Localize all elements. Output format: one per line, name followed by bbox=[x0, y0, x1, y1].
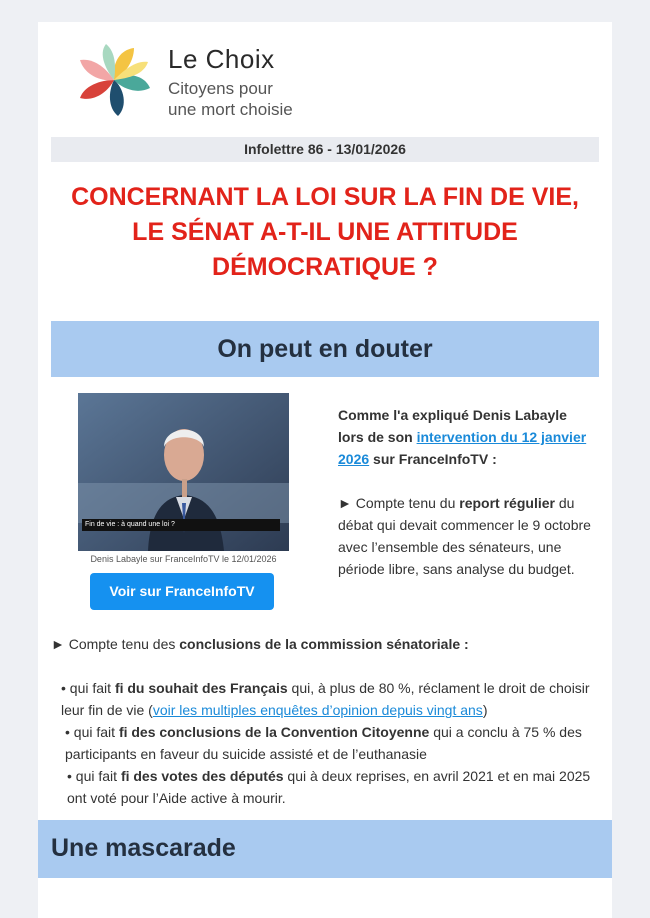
list-item-2-text: qui a conclu à 75 % des participants en faveur du suicide assisté et de l’euthanasie bbox=[65, 724, 582, 762]
list-item-3-bullet: • qui fait bbox=[67, 768, 121, 784]
brand-name: Le Choix bbox=[168, 44, 275, 74]
brand-tagline-line-1: Citoyens pour bbox=[168, 79, 273, 98]
list-item bbox=[51, 721, 599, 765]
body-p1-bold: conclusions de la commission sénatoriale : bbox=[179, 636, 469, 652]
body-paragraph-1 bbox=[51, 633, 599, 655]
intro-p2-bold: report régulier bbox=[459, 495, 555, 511]
pinwheel-logo-icon bbox=[70, 42, 158, 118]
section-title-1: On peut en douter bbox=[217, 335, 433, 363]
list-item-3-bold: fi des votes des députés bbox=[120, 768, 284, 784]
brand-tagline bbox=[168, 78, 293, 120]
list-item-1-close: ) bbox=[482, 702, 488, 718]
video-overlay-text: Fin de vie : à quand une loi ? bbox=[82, 519, 280, 531]
intro-lead-end: sur FranceInfoTV : bbox=[369, 451, 497, 467]
headline-line-1: CONCERNANT LA LOI SUR LA FIN DE VIE, bbox=[71, 183, 579, 211]
reasons-list bbox=[51, 677, 599, 809]
video-caption: Denis Labayle sur FranceInfoTV le 12/01/2026 bbox=[90, 554, 277, 564]
page-headline bbox=[51, 180, 599, 285]
headline-line-3: DÉMOCRATIQUE ? bbox=[212, 253, 438, 281]
intro-p2-arrow: ► Compte tenu du bbox=[338, 495, 460, 511]
list-item-3-text: qui à deux reprises, en avril 2021 et en mai 2025 ont voté pour l’Aide active à mourir. bbox=[67, 768, 591, 806]
section-header-1 bbox=[51, 321, 599, 377]
intro-p2-rest: du débat qui devait commencer le 9 octobre avec l’ensemble des sénateurs, une période libre, sans analyse du budget. bbox=[338, 495, 591, 577]
intro-lead-start: Comme l'a expliqué Denis Labayle lors de son bbox=[338, 407, 567, 445]
list-item-1-text: qui, à plus de 80 %, réclament le droit de choisir leur fin de vie ( bbox=[61, 680, 590, 718]
list-item-1-bold: fi du souhait des Français bbox=[114, 680, 288, 696]
intro-paragraph-2 bbox=[338, 492, 593, 580]
opinion-polls-link[interactable]: voir les multiples enquêtes d’opinion depuis vingt ans bbox=[152, 702, 483, 718]
newsletter-card bbox=[38, 22, 612, 918]
brand-header bbox=[70, 40, 370, 120]
intro-lead bbox=[338, 404, 593, 470]
intro-text bbox=[338, 404, 593, 580]
list-item-1-bullet: • qui fait bbox=[61, 680, 115, 696]
headline-line-2: LE SÉNAT A-T-IL UNE ATTITUDE bbox=[132, 218, 518, 246]
section-title-2: Une mascarade bbox=[51, 834, 236, 862]
watch-video-button[interactable]: Voir sur FranceInfoTV bbox=[90, 573, 274, 610]
list-item-2-bullet: • qui fait bbox=[65, 724, 119, 740]
intervention-link[interactable]: intervention du 12 janvier 2026 bbox=[338, 429, 587, 467]
body-text bbox=[51, 633, 599, 809]
list-item bbox=[51, 765, 599, 809]
section-header-2 bbox=[38, 820, 612, 878]
video-thumbnail[interactable] bbox=[78, 393, 289, 551]
issue-label: Infolettre 86 - 13/01/2026 bbox=[51, 137, 599, 162]
brand-tagline-line-2: une mort choisie bbox=[168, 100, 293, 119]
list-item-2-bold: fi des conclusions de la Convention Citoyenne bbox=[118, 724, 430, 740]
body-p1-arrow: ► Compte tenu des bbox=[51, 636, 180, 652]
list-item bbox=[51, 677, 599, 721]
